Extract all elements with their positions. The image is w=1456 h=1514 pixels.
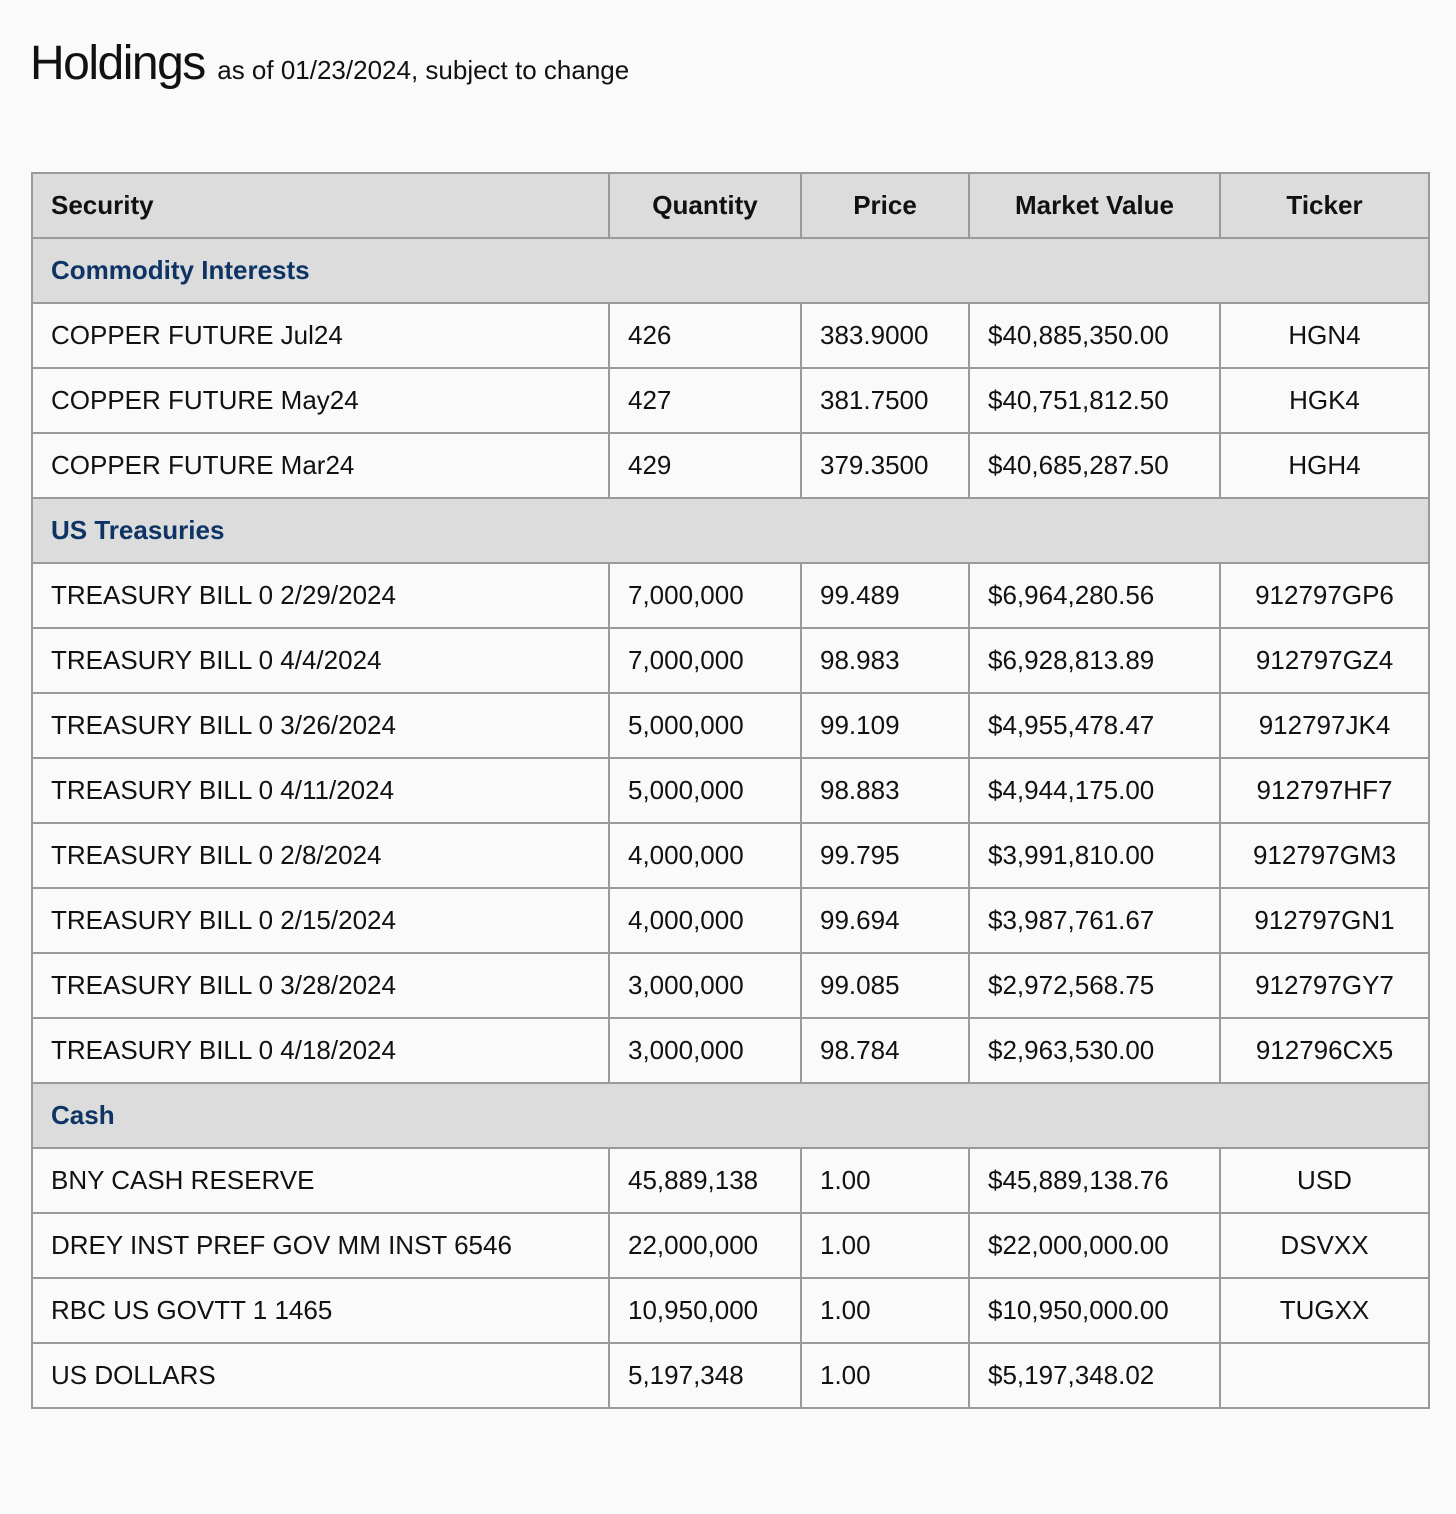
ticker-cell: HGN4 — [1220, 303, 1429, 368]
price-cell: 99.085 — [801, 953, 969, 1018]
security-cell: TREASURY BILL 0 2/15/2024 — [32, 888, 609, 953]
price-cell: 381.7500 — [801, 368, 969, 433]
quantity-cell: 5,197,348 — [609, 1343, 801, 1408]
price-cell: 1.00 — [801, 1148, 969, 1213]
market-value-cell: $22,000,000.00 — [969, 1213, 1220, 1278]
market-value-cell: $4,955,478.47 — [969, 693, 1220, 758]
quantity-cell: 5,000,000 — [609, 693, 801, 758]
holdings-table-body — [32, 238, 1429, 1408]
ticker-cell: 912797GP6 — [1220, 563, 1429, 628]
price-cell: 98.784 — [801, 1018, 969, 1083]
table-row — [32, 1213, 1429, 1278]
section-heading: US Treasuries — [32, 498, 1429, 563]
security-cell: TREASURY BILL 0 4/4/2024 — [32, 628, 609, 693]
ticker-cell: 912797GN1 — [1220, 888, 1429, 953]
ticker-cell: HGH4 — [1220, 433, 1429, 498]
quantity-cell: 3,000,000 — [609, 1018, 801, 1083]
column-header-market-value: Market Value — [969, 173, 1220, 238]
page-subtitle: as of 01/23/2024, subject to change — [217, 55, 630, 85]
market-value-cell: $3,991,810.00 — [969, 823, 1220, 888]
table-row — [32, 368, 1429, 433]
section-row — [32, 1083, 1429, 1148]
security-cell: TREASURY BILL 0 4/11/2024 — [32, 758, 609, 823]
market-value-cell: $6,964,280.56 — [969, 563, 1220, 628]
market-value-cell: $10,950,000.00 — [969, 1278, 1220, 1343]
price-cell: 1.00 — [801, 1278, 969, 1343]
table-row — [32, 303, 1429, 368]
table-row — [32, 888, 1429, 953]
header-row — [32, 173, 1429, 238]
ticker-cell: USD — [1220, 1148, 1429, 1213]
column-header-security: Security — [32, 173, 609, 238]
security-cell: TREASURY BILL 0 3/26/2024 — [32, 693, 609, 758]
ticker-cell: 912797JK4 — [1220, 693, 1429, 758]
security-cell: TREASURY BILL 0 2/29/2024 — [32, 563, 609, 628]
table-row — [32, 1343, 1429, 1408]
market-value-cell: $3,987,761.67 — [969, 888, 1220, 953]
holdings-table-header — [32, 173, 1429, 238]
market-value-cell: $45,889,138.76 — [969, 1148, 1220, 1213]
quantity-cell: 5,000,000 — [609, 758, 801, 823]
security-cell: TREASURY BILL 0 2/8/2024 — [32, 823, 609, 888]
ticker-cell: HGK4 — [1220, 368, 1429, 433]
table-row — [32, 823, 1429, 888]
ticker-cell — [1220, 1343, 1429, 1408]
ticker-cell: TUGXX — [1220, 1278, 1429, 1343]
quantity-cell: 429 — [609, 433, 801, 498]
security-cell: US DOLLARS — [32, 1343, 609, 1408]
price-cell: 99.489 — [801, 563, 969, 628]
ticker-cell: 912797GY7 — [1220, 953, 1429, 1018]
section-row — [32, 238, 1429, 303]
market-value-cell: $2,972,568.75 — [969, 953, 1220, 1018]
security-cell: DREY INST PREF GOV MM INST 6546 — [32, 1213, 609, 1278]
page-title: Holdings — [30, 37, 205, 90]
ticker-cell: 912797GM3 — [1220, 823, 1429, 888]
market-value-cell: $2,963,530.00 — [969, 1018, 1220, 1083]
market-value-cell: $4,944,175.00 — [969, 758, 1220, 823]
quantity-cell: 22,000,000 — [609, 1213, 801, 1278]
price-cell: 99.109 — [801, 693, 969, 758]
section-heading: Commodity Interests — [32, 238, 1429, 303]
section-row — [32, 498, 1429, 563]
security-cell: COPPER FUTURE Jul24 — [32, 303, 609, 368]
price-cell: 1.00 — [801, 1343, 969, 1408]
ticker-cell: 912797GZ4 — [1220, 628, 1429, 693]
security-cell: COPPER FUTURE Mar24 — [32, 433, 609, 498]
price-cell: 1.00 — [801, 1213, 969, 1278]
quantity-cell: 427 — [609, 368, 801, 433]
page-heading — [30, 36, 629, 91]
price-cell: 99.795 — [801, 823, 969, 888]
table-row — [32, 1278, 1429, 1343]
market-value-cell: $40,751,812.50 — [969, 368, 1220, 433]
security-cell: RBC US GOVTT 1 1465 — [32, 1278, 609, 1343]
table-row — [32, 1148, 1429, 1213]
security-cell: BNY CASH RESERVE — [32, 1148, 609, 1213]
table-row — [32, 563, 1429, 628]
holdings-table — [31, 172, 1430, 1409]
ticker-cell: 912796CX5 — [1220, 1018, 1429, 1083]
price-cell: 98.883 — [801, 758, 969, 823]
ticker-cell: DSVXX — [1220, 1213, 1429, 1278]
quantity-cell: 3,000,000 — [609, 953, 801, 1018]
table-row — [32, 433, 1429, 498]
column-header-price: Price — [801, 173, 969, 238]
quantity-cell: 7,000,000 — [609, 563, 801, 628]
price-cell: 379.3500 — [801, 433, 969, 498]
security-cell: TREASURY BILL 0 4/18/2024 — [32, 1018, 609, 1083]
security-cell: COPPER FUTURE May24 — [32, 368, 609, 433]
market-value-cell: $6,928,813.89 — [969, 628, 1220, 693]
market-value-cell: $5,197,348.02 — [969, 1343, 1220, 1408]
market-value-cell: $40,685,287.50 — [969, 433, 1220, 498]
price-cell: 99.694 — [801, 888, 969, 953]
table-row — [32, 1018, 1429, 1083]
quantity-cell: 4,000,000 — [609, 823, 801, 888]
table-row — [32, 693, 1429, 758]
market-value-cell: $40,885,350.00 — [969, 303, 1220, 368]
column-header-ticker: Ticker — [1220, 173, 1429, 238]
quantity-cell: 426 — [609, 303, 801, 368]
quantity-cell: 4,000,000 — [609, 888, 801, 953]
column-header-quantity: Quantity — [609, 173, 801, 238]
table-row — [32, 758, 1429, 823]
price-cell: 383.9000 — [801, 303, 969, 368]
table-row — [32, 628, 1429, 693]
ticker-cell: 912797HF7 — [1220, 758, 1429, 823]
table-row — [32, 953, 1429, 1018]
security-cell: TREASURY BILL 0 3/28/2024 — [32, 953, 609, 1018]
quantity-cell: 10,950,000 — [609, 1278, 801, 1343]
section-heading: Cash — [32, 1083, 1429, 1148]
quantity-cell: 45,889,138 — [609, 1148, 801, 1213]
price-cell: 98.983 — [801, 628, 969, 693]
quantity-cell: 7,000,000 — [609, 628, 801, 693]
